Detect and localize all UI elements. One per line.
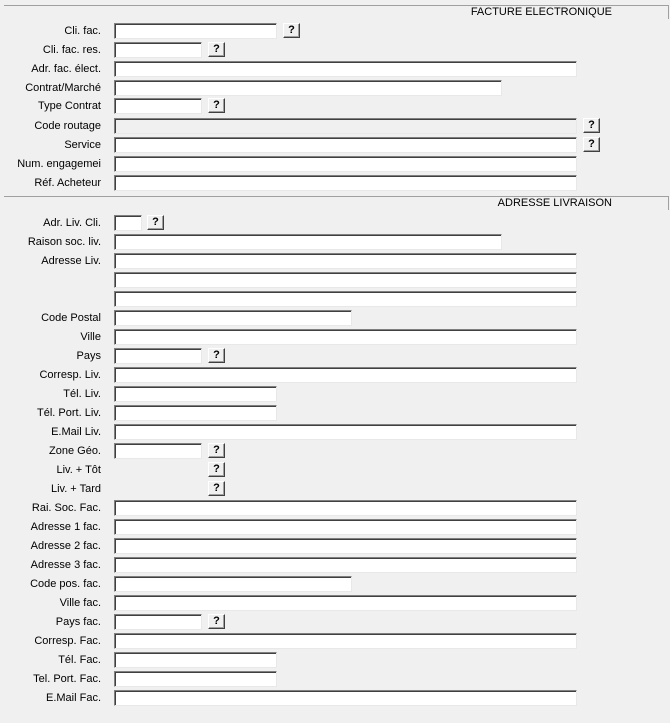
pays-fac-input[interactable] bbox=[114, 614, 202, 630]
service-help-button[interactable]: ? bbox=[583, 137, 600, 152]
liv-plus-tot-help-button[interactable]: ? bbox=[208, 462, 225, 477]
adr-liv-cli-input[interactable] bbox=[114, 215, 142, 231]
code-routage-help-button[interactable]: ? bbox=[583, 118, 600, 133]
section-title: FACTURE ELECTRONIQUE bbox=[470, 6, 612, 18]
adresse-1-fac-label: Adresse 1 fac. bbox=[30, 521, 101, 533]
raison-soc-liv-input[interactable] bbox=[114, 234, 502, 250]
tel-port-fac-label: Tel. Port. Fac. bbox=[33, 673, 101, 685]
adr-fac-elect-label: Adr. fac. élect. bbox=[31, 63, 101, 75]
adresse-liv-line3-input[interactable] bbox=[114, 291, 577, 307]
service-label: Service bbox=[64, 139, 101, 151]
cli-fac-res-help-button[interactable]: ? bbox=[208, 42, 225, 57]
tel-fac-label: Tél. Fac. bbox=[58, 654, 101, 666]
liv-plus-tard-label: Liv. + Tard bbox=[50, 483, 101, 495]
cli-fac-input[interactable] bbox=[114, 23, 277, 39]
adresse-2-fac-label: Adresse 2 fac. bbox=[30, 540, 101, 552]
tel-fac-input[interactable] bbox=[114, 652, 277, 668]
adresse-3-fac-label: Adresse 3 fac. bbox=[30, 559, 101, 571]
num-engagement-input[interactable] bbox=[114, 156, 577, 172]
corresp-fac-label: Corresp. Fac. bbox=[34, 635, 101, 647]
adresse-3-fac-input[interactable] bbox=[114, 557, 577, 573]
ville-input[interactable] bbox=[114, 329, 577, 345]
pays-fac-label: Pays fac. bbox=[55, 616, 101, 628]
ville-fac-input[interactable] bbox=[114, 595, 577, 611]
email-liv-label: E.Mail Liv. bbox=[51, 426, 101, 438]
type-contrat-label: Type Contrat bbox=[38, 100, 101, 112]
adr-fac-elect-input[interactable] bbox=[114, 61, 577, 77]
tel-port-liv-label: Tél. Port. Liv. bbox=[37, 407, 101, 419]
pays-fac-help-button[interactable]: ? bbox=[208, 614, 225, 629]
service-input[interactable] bbox=[114, 137, 577, 153]
raison-soc-liv-label: Raison soc. liv. bbox=[27, 236, 101, 248]
code-routage-label: Code routage bbox=[34, 120, 101, 132]
corresp-liv-label: Corresp. Liv. bbox=[39, 369, 101, 381]
contrat-marche-input[interactable] bbox=[114, 80, 502, 96]
cli-fac-res-label: Cli. fac. res. bbox=[42, 44, 101, 56]
cli-fac-help-button[interactable]: ? bbox=[283, 23, 300, 38]
email-liv-input[interactable] bbox=[114, 424, 577, 440]
tel-liv-label: Tél. Liv. bbox=[63, 388, 101, 400]
cli-fac-label: Cli. fac. bbox=[64, 25, 101, 37]
adresse-liv-line2-input[interactable] bbox=[114, 272, 577, 288]
tel-port-fac-input[interactable] bbox=[114, 671, 277, 687]
pays-help-button[interactable]: ? bbox=[208, 348, 225, 363]
contrat-marche-label: Contrat/Marché bbox=[25, 82, 101, 94]
section-title: ADRESSE LIVRAISON bbox=[497, 197, 612, 209]
section-header-facture-electronique bbox=[4, 5, 669, 19]
zone-geo-help-button[interactable]: ? bbox=[208, 443, 225, 458]
adresse-1-fac-input[interactable] bbox=[114, 519, 577, 535]
email-fac-label: E.Mail Fac. bbox=[45, 692, 101, 704]
code-pos-fac-input[interactable] bbox=[114, 576, 352, 592]
pays-input[interactable] bbox=[114, 348, 202, 364]
code-routage-input[interactable] bbox=[114, 118, 577, 134]
ref-acheteur-input[interactable] bbox=[114, 175, 577, 191]
type-contrat-help-button[interactable]: ? bbox=[208, 98, 225, 113]
ville-label: Ville bbox=[80, 331, 101, 343]
adr-liv-cli-label: Adr. Liv. Cli. bbox=[43, 217, 101, 229]
rai-soc-fac-input[interactable] bbox=[114, 500, 577, 516]
zone-geo-input[interactable] bbox=[114, 443, 202, 459]
code-postal-label: Code Postal bbox=[41, 312, 101, 324]
tel-port-liv-input[interactable] bbox=[114, 405, 277, 421]
code-pos-fac-label: Code pos. fac. bbox=[30, 578, 101, 590]
email-fac-input[interactable] bbox=[114, 690, 577, 706]
corresp-fac-input[interactable] bbox=[114, 633, 577, 649]
tel-liv-input[interactable] bbox=[114, 386, 277, 402]
pays-label: Pays bbox=[76, 350, 101, 362]
code-postal-input[interactable] bbox=[114, 310, 352, 326]
adr-liv-cli-help-button[interactable]: ? bbox=[147, 215, 164, 230]
section-header-adresse-livraison bbox=[4, 196, 669, 210]
zone-geo-label: Zone Géo. bbox=[49, 445, 101, 457]
liv-plus-tard-help-button[interactable]: ? bbox=[208, 481, 225, 496]
liv-plus-tot-label: Liv. + Tôt bbox=[56, 464, 101, 476]
adresse-liv-label: Adresse Liv. bbox=[41, 255, 101, 267]
adresse-2-fac-input[interactable] bbox=[114, 538, 577, 554]
adresse-liv-line1-input[interactable] bbox=[114, 253, 577, 269]
ref-acheteur-label: Réf. Acheteur bbox=[34, 177, 101, 189]
num-engagement-label: Num. engagemei bbox=[17, 158, 101, 170]
corresp-liv-input[interactable] bbox=[114, 367, 577, 383]
rai-soc-fac-label: Rai. Soc. Fac. bbox=[31, 502, 101, 514]
type-contrat-input[interactable] bbox=[114, 98, 202, 114]
cli-fac-res-input[interactable] bbox=[114, 42, 202, 58]
ville-fac-label: Ville fac. bbox=[59, 597, 101, 609]
